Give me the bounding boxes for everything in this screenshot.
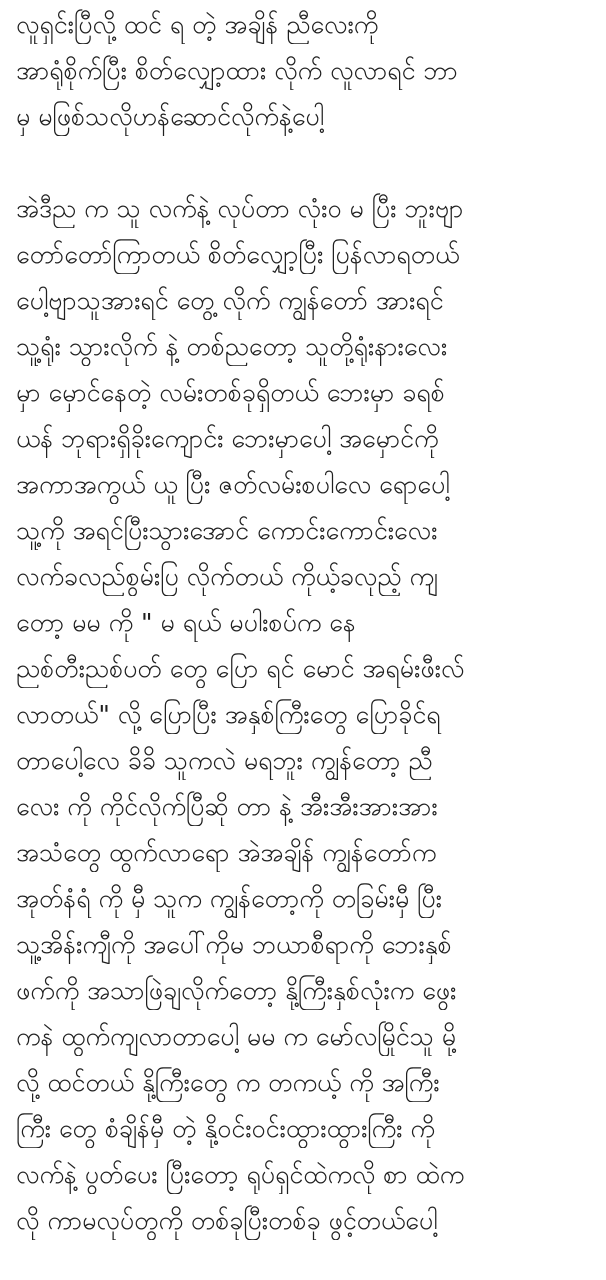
text-line: ယန် ဘုရားရှိခိုးကျောင်း ဘေးမှာပေါ့ အမှောင်ကို [16, 424, 439, 453]
text-line: အသံတွေ ထွက်လာရော အဲအချိန် ကျွန်တော်က [16, 838, 437, 867]
text-line: ညစ်တီးညစ်ပတ် တွေ ပြော ရင် မောင် အရမ်းဖီးလ် [16, 654, 465, 683]
text-line: အကာအကွယ် ယူ ပြီး ဇတ်လမ်းစပါလေ ရောပေါ့ [16, 470, 450, 499]
text-line: ကနဲ ထွက်ကျလာတာပေါ့ မမ က မော်လမြိုင်သူ မို့ [16, 1022, 457, 1051]
text-line: တာပေါ့လေ ခိခိ သူကလဲ မရဘူး ကျွန်တော့ ညီ [16, 746, 433, 775]
text-line: အာရုံစိုက်ပြီး စိတ်လျှော့ထား လိုက် လူလာရင် ဘာ [16, 56, 458, 85]
text-line: မှ မဖြစ်သလိုဟန်ဆောင်လိုက်နဲ့ပေါ့ [16, 102, 324, 131]
text-line: တော်တော်ကြာတယ် စိတ်လျှော့ပြီး ပြန်လာရတယ် [16, 240, 460, 269]
text-line: အဲဒီည က သူ လက်နဲ့ လုပ်တာ လုံး၀ မ ပြီး ဘူးဗျာ [16, 194, 464, 223]
text-line: လို ကာမလုပ်တွကို တစ်ခုပြီးတစ်ခု ဖွင့်တယ်ပေါ့ [16, 1206, 438, 1235]
text-line: တော့ မမ ကို " မ ရယ် မပါးစပ်က နေ [16, 608, 356, 637]
text-line: လက်နဲ့ ပွတ်ပေး ပြီးတော့ ရုပ်ရှင်ထဲကလို စာ ထဲက [16, 1160, 465, 1189]
text-line: အုတ်နံရံ ကို မှီ သူက ကျွန်တော့ကို တခြမ်းမှီ ပြီး [16, 884, 442, 913]
text-line: လေး ကို ကိုင်လိုက်ပြီဆို တာ နဲ့ အီးအီးအားအား [16, 792, 438, 821]
text-line: လက်ခလည်စွမ်းပြ လိုက်တယ် ကိုယ့်ခလုည့် ကျ [16, 562, 438, 591]
text-line: သူ့ကို အရင်ပြီးသွားအောင် ကောင်းကောင်းလေး [16, 516, 438, 545]
text-line: ဖက်ကို အသာဖြဲချလိုက်တော့ နို့ကြီးနှစ်လုံးက ဖွေး [16, 976, 457, 1005]
text-line: မှာ မှောင်နေတဲ့ လမ်းတစ်ခုရှိတယ် ဘေးမှာ ခရစ် [16, 378, 445, 407]
text-line: လူရှင်းပြီလို့ ထင် ရ တဲ့ အချိန် ညီလေးကို [16, 10, 379, 39]
text-line: ပေါ့ဗျာသူအားရင် တွေ့ လိုက် ကျွန်တော် အားရင် [16, 286, 444, 315]
text-line: လာတယ်" လို့ ပြောပြီး အနှစ်ကြီးတွေ ပြောခိုင်ရ [16, 700, 441, 729]
text-line: သူ့ရုံး သွားလိုက် နဲ့ တစ်ညတော့ သူတို့ရုံးနားလေး [16, 332, 448, 361]
text-line: ကြီး တွေ စံချိန်မှီ တဲ့ နို့၀င်း၀င်းထွားထွားကြီး ကို [16, 1114, 435, 1143]
text-line: လို့ ထင်တယ် နို့ကြီးတွေ က တကယ့် ကို အကြီး [16, 1068, 440, 1097]
text-line: သူ့အိန်းကျီကို အပေါ်ကိုမ ဘယာစီရာကို ဘေးနှစ် [16, 930, 452, 959]
